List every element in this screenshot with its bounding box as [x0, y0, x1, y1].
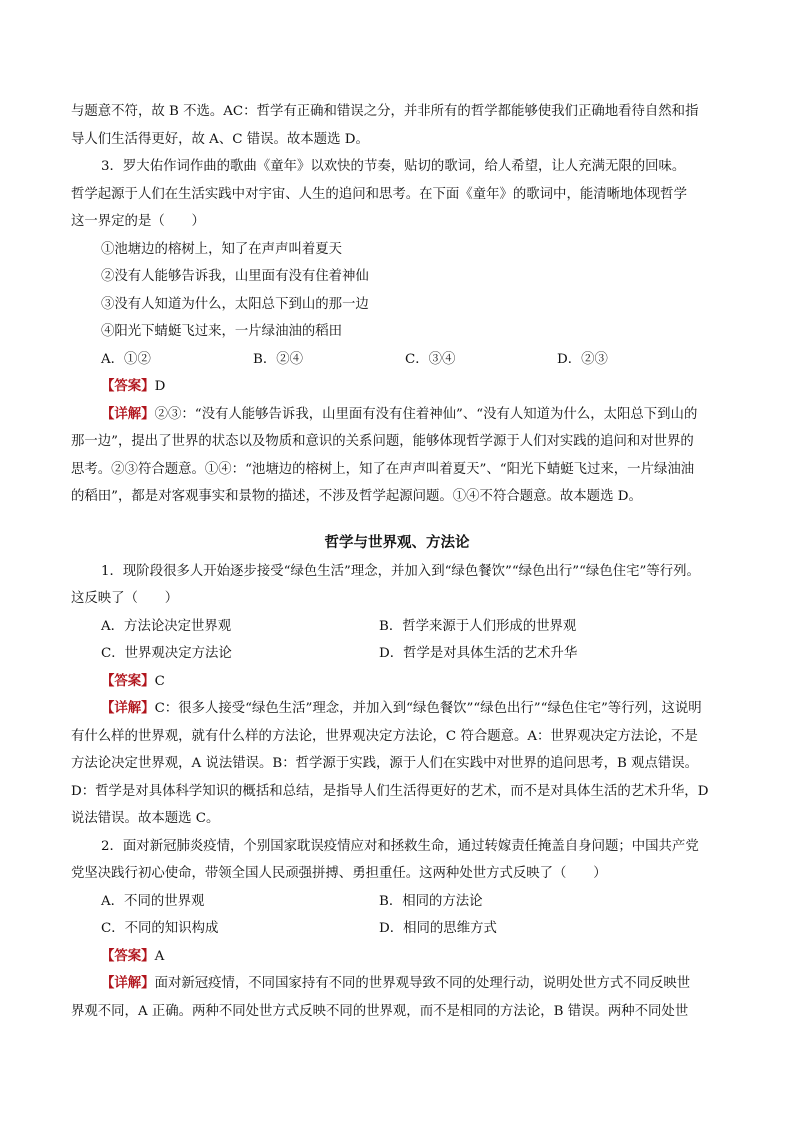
section-title: 哲学与世界观、方法论: [324, 534, 470, 551]
lyric-item: ④阳光下蜻蜓飞过来，一片绿油油的稻田: [101, 324, 343, 339]
section-question-2-detail: 【详解】面对新冠疫情，不同国家持有不同的世界观导致不同的处理行动，说明处世方式不同反映世: [101, 975, 691, 991]
answer-label: 【答案】: [101, 672, 155, 689]
section-question-1-options: [71, 613, 723, 641]
question-3-options: [71, 346, 723, 374]
section-question-2-options: [71, 888, 723, 916]
detail-label: 【详解】: [101, 405, 155, 422]
answer-value: A: [154, 948, 165, 964]
option-a: A．①②: [101, 351, 151, 367]
intro-line: 与题意不符，故 B 不选。AC：哲学有正确和错误之分，并非所有的哲学都能够使我们正确地看待自然和指: [71, 104, 699, 119]
option-c: C．不同的知识构成: [101, 921, 219, 936]
section-question-1-detail: 【详解】C：很多人接受“绿色生活”理念，并加入到“绿色餐饮”“绿色出行”“绿色住宅”等行列，这说明: [101, 700, 702, 716]
section-question-1-stem: 1．现阶段很多人开始逐步接受“绿色生活”理念，并加入到“绿色餐饮”“绿色出行”“绿色住宅”等行列。: [101, 563, 700, 579]
answer-value: D: [154, 379, 166, 394]
question-3-detail: 思考。②③符合题意。①④：“池塘边的榕树上，知了在声声叫着夏天”、“阳光下蜻蜓飞过来，一片绿油油: [71, 461, 695, 477]
detail-label: 【详解】: [101, 975, 155, 991]
option-a: A．方法论决定世界观: [101, 618, 232, 634]
option-b: B．哲学来源于人们形成的世界观: [379, 618, 577, 634]
option-d: D．哲学是对具体生活的艺术升华: [379, 646, 578, 661]
option-d: D．②③: [557, 351, 608, 367]
section-question-1-detail: 说法错误。故本题选 C。: [71, 811, 220, 826]
answer-label: 【答案】: [101, 378, 155, 394]
option-c: C．世界观决定方法论: [101, 646, 232, 661]
option-b: B．②④: [253, 351, 304, 367]
question-3-answer: [71, 373, 723, 401]
detail-label: 【详解】: [101, 700, 155, 716]
question-3-stem: 3．罗大佑作词作曲的歌曲《童年》以欢快的节奏，贴切的歌词，给人希望，让人充满无限的回味。: [101, 159, 686, 174]
intro-line: 导人们生活得更好，故 A、C 错误。故本题选 D。: [71, 131, 369, 147]
answer-value: C: [154, 673, 165, 689]
section-question-2-options: [71, 915, 723, 943]
option-d: D．相同的思维方式: [379, 921, 497, 936]
section-question-2-stem: 2．面对新冠肺炎疫情，个别国家耽误疫情应对和拯救生命，通过转嫁责任掩盖自身问题；中国共产党: [101, 838, 699, 854]
question-3-stem: 这一界定的是（ ）: [71, 214, 205, 229]
section-question-1-options: [71, 640, 723, 668]
lyric-item: ③没有人知道为什么，太阳总下到山的那一边: [101, 296, 369, 312]
section-question-2-stem: 党坚决践行初心使命，带领全国人民顽强拼搏、勇担重任。这两种处世方式反映了（ ）: [71, 866, 607, 881]
question-3-detail: 的稻田”，都是对客观事实和景物的描述，不涉及哲学起源问题。①④不符合题意。故本题选 D。: [71, 489, 642, 504]
section-question-2-detail: 界观不同，A 正确。两种不同处世方式反映不同的世界观，而不是相同的方法论，B 错误。两种不同处世: [71, 1003, 689, 1019]
lyric-item: ②没有人能够告诉我，山里面有没有住着神仙: [101, 269, 369, 284]
answer-label: 【答案】: [101, 947, 155, 964]
section-question-1-stem: 这反映了（ ）: [71, 591, 179, 606]
question-3-detail: 那一边”，提出了世界的状态以及物质和意识的关系问题，能够体现哲学源于人们对实践的追问和对世界的: [71, 434, 694, 449]
option-b: B．相同的方法论: [379, 893, 483, 909]
section-question-1-detail: 有什么样的世界观，就有什么样的方法论，世界观决定方法论，C 符合题意。A：世界观决定方法论，不是: [71, 728, 698, 744]
option-c: C．③④: [405, 351, 456, 367]
section-question-1-detail: 方法论决定世界观，A 说法错误。B：哲学源于实践，源于人们在实践中对世界的追问思考，B 观点错误。: [71, 756, 699, 771]
section-question-1-answer: [71, 668, 723, 696]
option-a: A．不同的世界观: [101, 893, 205, 909]
lyric-item: ①池塘边的榕树上，知了在声声叫着夏天: [101, 241, 343, 257]
document-body: [71, 98, 723, 1025]
question-3-stem: 哲学起源于人们在生活实践中对宇宙、人生的追问和思考。在下面《童年》的歌词中，能清晰地体现哲学: [71, 186, 687, 202]
section-question-1-detail: D：哲学是对具体科学知识的概括和总结，是指导人们生活得更好的艺术，而不是对具体生活的艺术升华，D: [71, 783, 709, 799]
question-3-detail: 【详解】②③：“没有人能够告诉我，山里面有没有住着神仙”、“没有人知道为什么，太阳总下到山的: [101, 405, 698, 422]
section-question-2-answer: [71, 943, 723, 971]
